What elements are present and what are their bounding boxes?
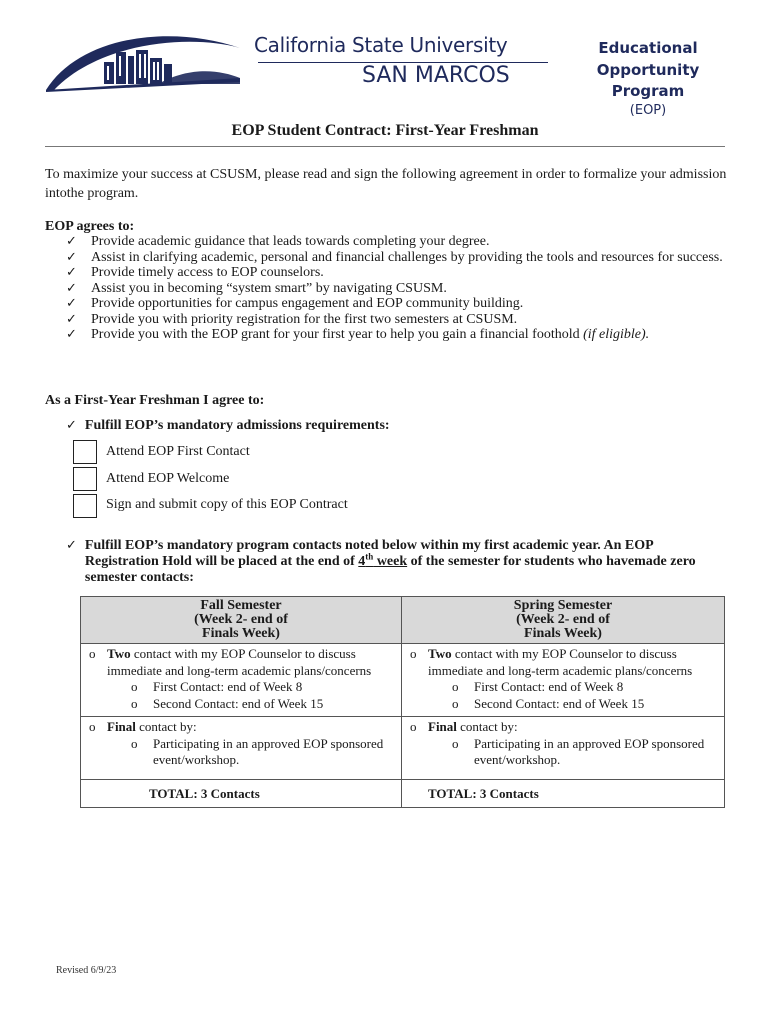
bullet-icon: o	[410, 719, 417, 734]
if-eligible-note: (if eligible).	[583, 327, 650, 342]
list-item: ✓ Assist you in becoming “system smart” by navigating CSUSM.	[66, 280, 447, 296]
checkbox-label: Attend EOP Welcome	[106, 471, 230, 486]
revision-date: Revised 6/9/23	[56, 965, 117, 976]
table-header-row	[81, 597, 725, 644]
check-icon: ✓	[66, 249, 77, 265]
requirement-program-contacts: ✓ Fulfill EOP’s mandatory program contacts noted below within my first academic year. An EOP Registration Hold will be placed at the end of 4th week of the semester for students who havemade zero semester contacts:	[66, 538, 696, 585]
title-divider	[45, 146, 725, 147]
intro-paragraph: To maximize your success at CSUSM, please read and sign the following agreement in order to formalize your admission intothe program.	[45, 167, 727, 201]
check-icon: ✓	[66, 327, 77, 342]
freshman-agrees-heading: As a First-Year Freshman I agree to:	[45, 393, 265, 408]
eop-agrees-list	[66, 234, 726, 343]
list-item: ✓ Provide academic guidance that leads towards completing your degree.	[66, 234, 490, 249]
fall-total-cell: TOTAL: 3 Contacts	[81, 780, 402, 808]
bullet-icon: o	[89, 719, 96, 734]
table-row	[81, 780, 725, 808]
bullet-icon: o	[131, 735, 138, 751]
checkbox-first-contact[interactable]	[73, 440, 97, 464]
check-icon: ✓	[66, 418, 77, 433]
csusm-logo-icon	[40, 28, 245, 96]
university-name: California State University	[254, 33, 508, 57]
spring-final-contact-cell: o Final contact by: o Participating in an approved EOP sponsored event/workshop.	[402, 717, 725, 780]
check-icon: ✓	[66, 234, 77, 249]
check-icon: ✓	[66, 538, 77, 553]
spring-total-cell: TOTAL: 3 Contacts	[402, 780, 725, 808]
page-title: EOP Student Contract: First-Year Freshman	[231, 122, 539, 139]
bullet-icon: o	[131, 695, 138, 711]
bullet-icon: o	[410, 646, 417, 661]
checkbox-label: Sign and submit copy of this EOP Contract	[106, 497, 348, 512]
bullet-icon: o	[452, 695, 459, 711]
bullet-icon: o	[452, 679, 459, 694]
spring-two-contacts-cell: o Two contact with my EOP Counselor to discuss immediate and long-term academic plans/concerns o First Contact: end of Week 8 o Second Contact: end of Week 15	[402, 644, 725, 717]
fall-two-contacts-cell: o Two contact with my EOP Counselor to discuss immediate and long-term academic plans/concerns o First Contact: end of Week 8 o Second Contact: end of Week 15	[81, 644, 402, 717]
list-item: ✓ Provide opportunities for campus engagement and EOP community building.	[66, 296, 524, 311]
semester-contacts-table	[80, 596, 725, 808]
spring-semester-header: Spring Semester (Week 2- end of Finals Week)	[402, 597, 725, 644]
campus-name: SAN MARCOS	[362, 63, 510, 88]
bullet-icon: o	[131, 679, 138, 694]
checkbox-label: Attend EOP First Contact	[106, 444, 250, 459]
check-icon: ✓	[66, 265, 77, 280]
eop-agrees-heading: EOP agrees to:	[45, 219, 135, 234]
check-icon: ✓	[66, 311, 77, 327]
list-item: ✓ Assist in clarifying academic, personal and financial challenges by providing the tools and resources for success.	[66, 249, 723, 265]
fall-semester-header: Fall Semester (Week 2- end of Finals Week)	[81, 597, 402, 644]
list-item: ✓ Provide you with the EOP grant for your first year to help you gain a financial foothold (if eligible).	[66, 327, 650, 342]
bullet-icon: o	[452, 735, 459, 751]
table-row	[81, 717, 725, 780]
list-item: ✓ Provide you with priority registration for the first two semesters at CSUSM.	[66, 311, 518, 327]
list-item: ✓ Provide timely access to EOP counselors.	[66, 265, 324, 280]
checkbox-welcome[interactable]	[73, 467, 97, 491]
check-icon: ✓	[66, 280, 77, 296]
program-name: Educational Opportunity Program	[596, 39, 700, 100]
week-4-underlined: 4th week	[358, 551, 408, 569]
fall-final-contact-cell: o Final contact by: o Participating in an approved EOP sponsored event/workshop.	[81, 717, 402, 780]
bullet-icon: o	[89, 646, 96, 661]
requirement-admissions: ✓ Fulfill EOP’s mandatory admissions requirements:	[66, 418, 390, 433]
checkbox-sign-contract[interactable]	[73, 494, 97, 518]
table-row	[81, 644, 725, 717]
check-icon: ✓	[66, 296, 77, 311]
program-abbreviation: (EOP)	[629, 103, 667, 118]
